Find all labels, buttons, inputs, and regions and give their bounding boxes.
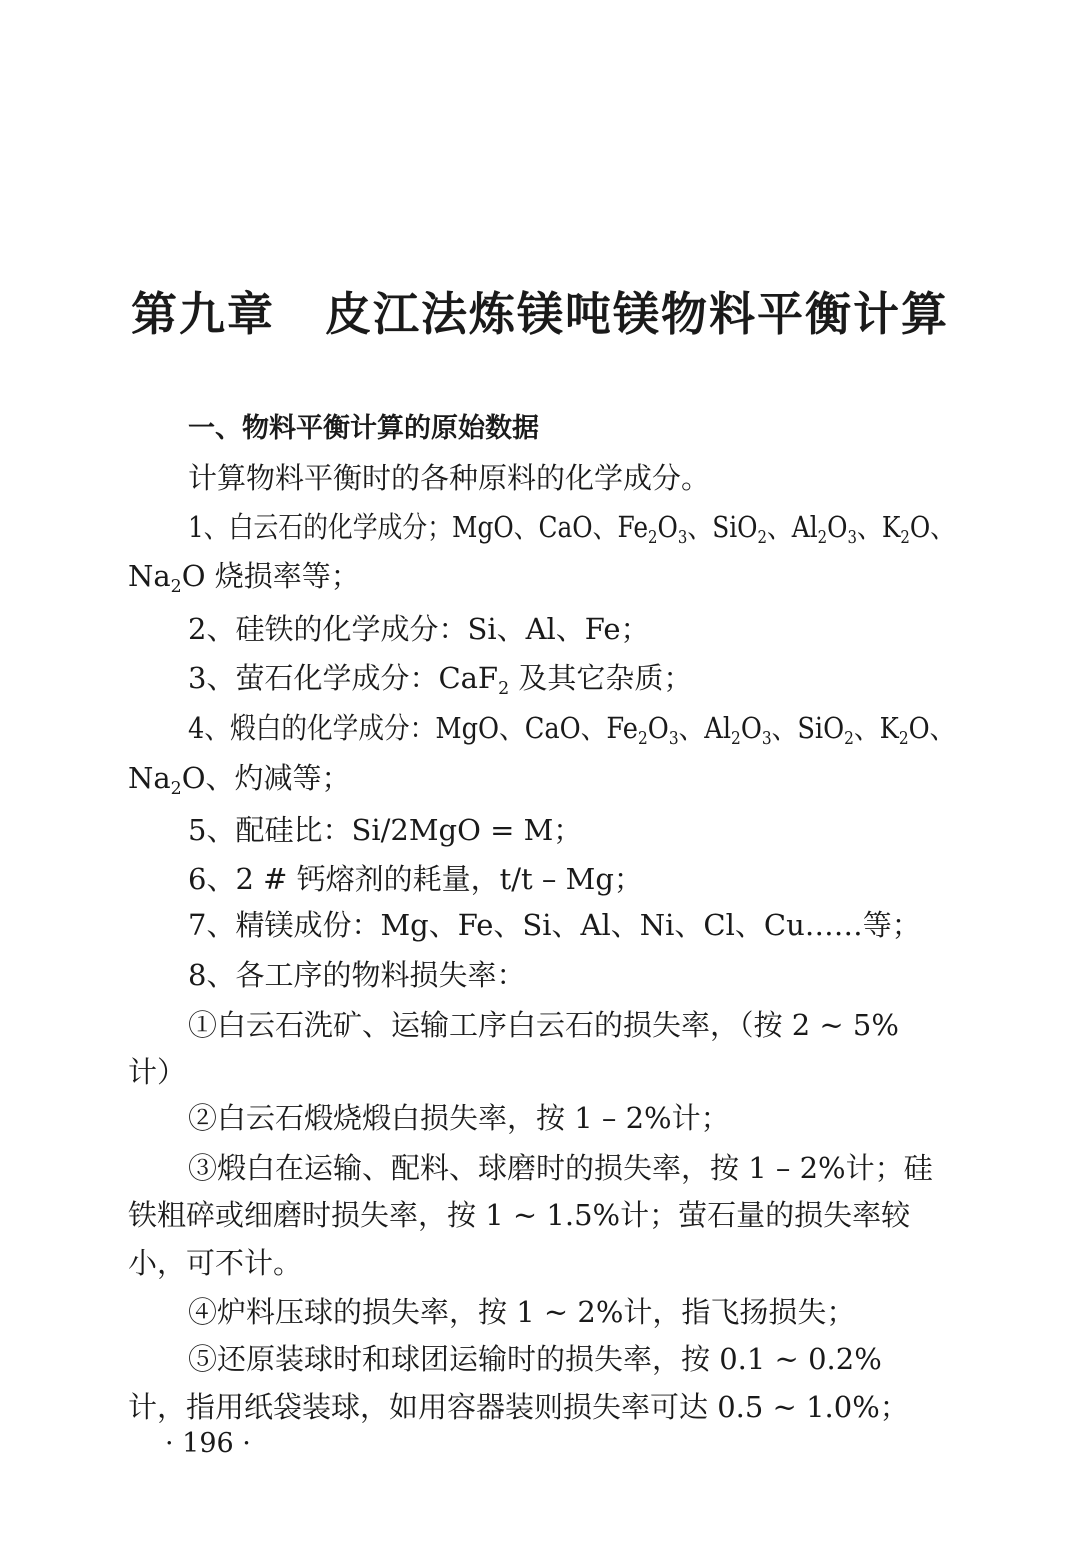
- loss-3-line-2: 铁粗碎或细磨时损失率，按 1 ~ 1.5%计；萤石量的损失率较: [128, 1198, 911, 1232]
- item-5: 5、配硅比：Si/2MgO = M；: [188, 813, 583, 847]
- loss-5-line-2: 计，指用纸袋装球，如用容器装则损失率可达 0.5 ~ 1.0%；: [128, 1390, 909, 1424]
- section-intro: 计算物料平衡时的各种原料的化学成分。: [188, 461, 711, 495]
- chapter-number: 第九章: [131, 287, 275, 341]
- loss-2: ②白云石煅烧煅白损失率，按 1 – 2%计；: [188, 1101, 730, 1135]
- chapter-name: 皮江法炼镁吨镁物料平衡计算: [325, 287, 949, 341]
- item-2: 2、硅铁的化学成分：Si、Al、Fe；: [188, 612, 650, 646]
- loss-3-line-3: 小，可不计。: [128, 1246, 303, 1280]
- loss-1-line-2: 计）: [128, 1055, 187, 1089]
- loss-4: ④炉料压球的损失率，按 1 ~ 2%计，指飞扬损失；: [188, 1295, 856, 1329]
- item-4-line-1: 4、煅白的化学成分：MgO、CaO、$Fe_2O_3$、$Al_2O_3$、SiO$_2$、$K_2O$、: [188, 711, 956, 749]
- item-3: 3、萤石化学成分：CaF$_2$ 及其它杂质；: [188, 661, 693, 699]
- item-6: 6、2 # 钙熔剂的耗量，t/t – Mg；: [188, 862, 643, 896]
- item-8: 8、各工序的物料损失率：: [188, 958, 526, 992]
- item-1-line-2: $Na_2O$ 烧损率等；: [128, 559, 360, 597]
- page-number: · 196 ·: [165, 1428, 251, 1459]
- item-4-line-2: $Na_2O$、灼减等；: [128, 761, 351, 799]
- item-7: 7、精镁成份：Mg、Fe、Si、Al、Ni、Cl、Cu……等；: [188, 908, 921, 942]
- chapter-title: [0, 278, 1080, 344]
- loss-1-line-1: ①白云石洗矿、运输工序白云石的损失率，（按 2 ~ 5%: [188, 1008, 899, 1042]
- section-heading: 一、物料平衡计算的原始数据: [188, 413, 539, 444]
- loss-5-line-1: ⑤还原装球时和球团运输时的损失率，按 0.1 ~ 0.2%: [188, 1342, 882, 1376]
- item-1-line-1: 1、白云石的化学成分；MgO、CaO、$Fe_2O_3$、SiO$_2$、$Al_2O_3$、$K_2O$、: [188, 510, 956, 548]
- loss-3-line-1: ③煅白在运输、配料、球磨时的损失率，按 1 – 2%计；硅: [188, 1151, 933, 1185]
